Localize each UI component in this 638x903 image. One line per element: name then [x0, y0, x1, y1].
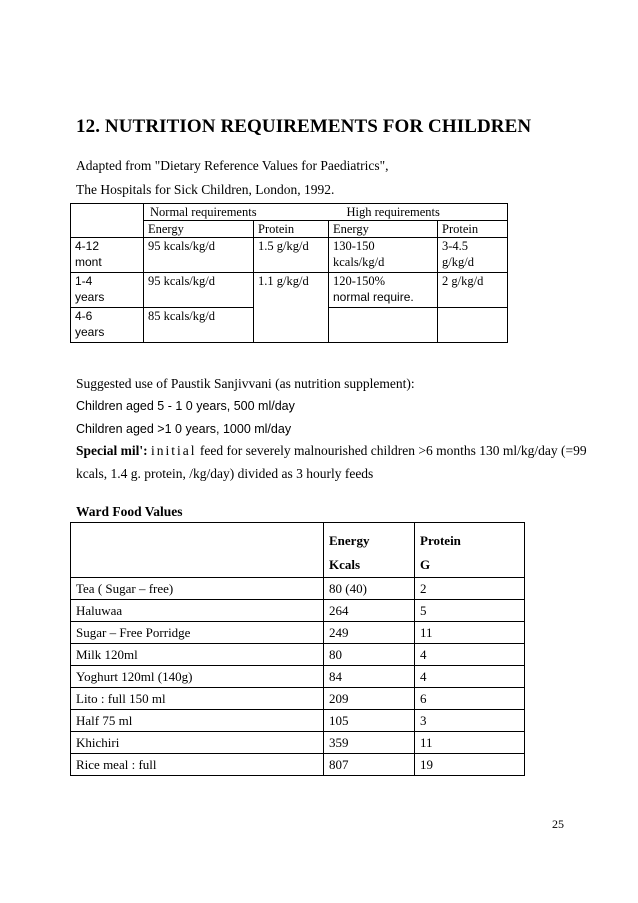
energy-cell: 105	[324, 710, 415, 732]
protein-cell: 4	[415, 666, 525, 688]
protein-cell: 19	[415, 754, 525, 776]
requirements-row	[71, 273, 508, 308]
protein-column-header: Protein	[254, 221, 329, 238]
food-cell: Lito : full 150 ml	[71, 688, 324, 710]
protein-column-header	[415, 523, 525, 578]
protein-unit-label: G	[420, 557, 431, 572]
high-energy-column-header: Energy	[329, 221, 438, 238]
special-milk-line-2: kcals, 1.4 g. protein, /kg/day) divided as 3 hourly feeds	[76, 466, 374, 481]
protein-cell: 1.5 g/kg/d	[254, 238, 329, 273]
protein-cell: 6	[415, 688, 525, 710]
age-line: 4-12	[75, 239, 100, 253]
protein-cell: 3	[415, 710, 525, 732]
energy-cell: 80 (40)	[324, 578, 415, 600]
page-title: 12. NUTRITION REQUIREMENTS FOR CHILDREN	[76, 116, 532, 137]
requirements-row	[71, 308, 508, 343]
age-header-cell	[71, 204, 144, 221]
energy-cell: 85 kcals/kg/d	[144, 308, 254, 343]
supplement-line-2: Children aged >1 0 years, 1000 ml/day	[76, 422, 292, 436]
energy-cell: 249	[324, 622, 415, 644]
age-line: years	[75, 325, 105, 339]
table-row	[71, 622, 525, 644]
table-row	[71, 644, 525, 666]
high-energy-line: 120-150%	[333, 274, 386, 288]
requirements-table	[70, 203, 508, 343]
energy-cell: 807	[324, 754, 415, 776]
normal-requirements-header	[144, 204, 329, 221]
normal-requirements-label: Normal requirements	[150, 205, 257, 219]
high-requirements-header	[329, 204, 508, 221]
protein-cell: 2	[415, 578, 525, 600]
special-milk-label: Special mil':	[76, 443, 148, 458]
ward-header-row	[71, 523, 525, 578]
food-cell: Tea ( Sugar – free)	[71, 578, 324, 600]
age-line: 1-4	[75, 274, 93, 288]
high-energy-cell	[329, 273, 438, 308]
protein-cell	[254, 308, 329, 343]
protein-cell: 11	[415, 622, 525, 644]
age-cell	[71, 238, 144, 273]
food-cell: Khichiri	[71, 732, 324, 754]
requirements-column-header-row	[71, 221, 508, 238]
table-row	[71, 732, 525, 754]
age-line: 4-6	[75, 309, 93, 323]
table-row	[71, 710, 525, 732]
energy-cell: 95 kcals/kg/d	[144, 238, 254, 273]
food-cell: Rice meal : full	[71, 754, 324, 776]
food-cell: Milk 120ml	[71, 644, 324, 666]
high-requirements-label: High requirements	[346, 205, 440, 219]
source-line-1: Adapted from "Dietary Reference Values for Paediatrics",	[76, 158, 389, 173]
source-line-2: The Hospitals for Sick Children, London, 1992.	[76, 182, 335, 197]
energy-column-header	[324, 523, 415, 578]
high-protein-cell: 2 g/kg/d	[438, 273, 508, 308]
requirements-group-header-row	[71, 204, 508, 221]
supplement-intro: Suggested use of Paustik Sanjivvani (as nutrition supplement):	[76, 376, 415, 391]
high-energy-cell	[329, 238, 438, 273]
energy-cell: 80	[324, 644, 415, 666]
age-column-header	[71, 221, 144, 238]
energy-cell: 264	[324, 600, 415, 622]
table-row	[71, 688, 525, 710]
energy-cell: 84	[324, 666, 415, 688]
supplement-line-1: Children aged 5 - 1 0 years, 500 ml/day	[76, 399, 295, 413]
special-initial: initial	[151, 443, 197, 458]
age-line: years	[75, 290, 105, 304]
page-number: 25	[552, 817, 564, 831]
ward-food-heading: Ward Food Values	[76, 504, 183, 519]
age-cell	[71, 273, 144, 308]
protein-header-label: Protein	[420, 533, 461, 548]
special-rest: feed for severely malnourished children >6 months 130 ml/kg/day (=99	[199, 443, 587, 458]
energy-column-header: Energy	[144, 221, 254, 238]
ward-food-table	[70, 522, 525, 776]
food-column-header	[71, 523, 324, 578]
energy-cell: 359	[324, 732, 415, 754]
special-milk-line	[76, 443, 587, 459]
high-protein-cell: 3-4.5 g/kg/d	[438, 238, 508, 273]
energy-header-label: Energy	[329, 533, 370, 548]
high-energy-line: normal require.	[333, 290, 414, 304]
age-cell	[71, 308, 144, 343]
food-cell: Half 75 ml	[71, 710, 324, 732]
protein-cell: 4	[415, 644, 525, 666]
energy-unit-label: Kcals	[329, 557, 361, 572]
high-energy-line: kcals/kg/d	[333, 255, 385, 269]
table-row	[71, 754, 525, 776]
table-row	[71, 666, 525, 688]
table-row	[71, 578, 525, 600]
protein-cell: 11	[415, 732, 525, 754]
food-cell: Sugar – Free Porridge	[71, 622, 324, 644]
energy-cell: 95 kcals/kg/d	[144, 273, 254, 308]
energy-cell: 209	[324, 688, 415, 710]
age-line: mont	[75, 255, 102, 268]
protein-cell: 5	[415, 600, 525, 622]
food-cell: Haluwaa	[71, 600, 324, 622]
high-energy-cell	[329, 308, 438, 343]
high-protein-column-header: Protein	[438, 221, 508, 238]
food-cell: Yoghurt 120ml (140g)	[71, 666, 324, 688]
high-energy-line: 130-150	[333, 239, 375, 253]
requirements-row	[71, 238, 508, 273]
protein-cell: 1.1 g/kg/d	[254, 273, 329, 308]
high-protein-cell	[438, 308, 508, 343]
table-row	[71, 600, 525, 622]
